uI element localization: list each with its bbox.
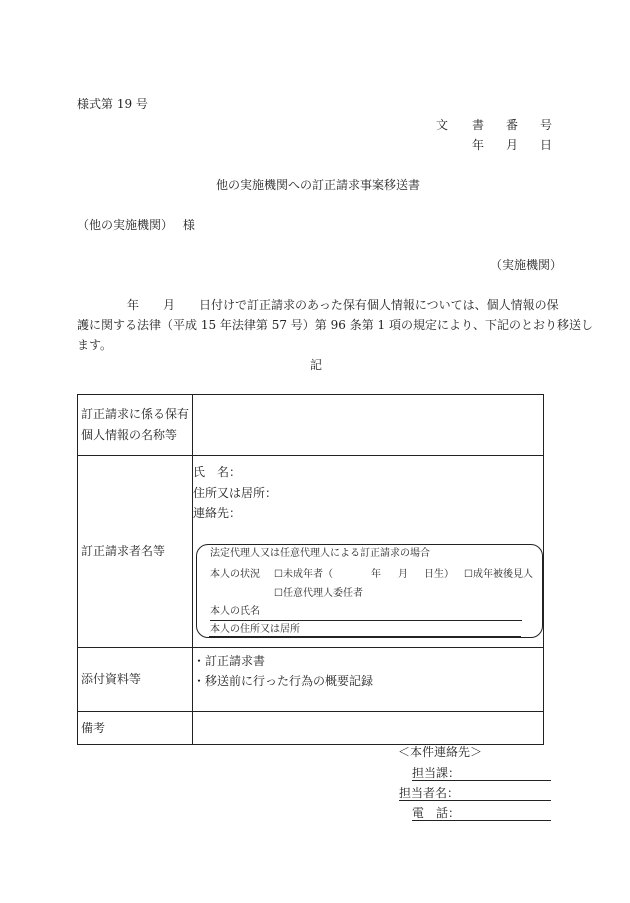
body-month: 月	[163, 298, 176, 312]
minor-month: 月	[398, 569, 408, 580]
contact-phone-line	[412, 820, 551, 821]
requester-contact-label: 連絡先：	[193, 506, 242, 520]
date-year: 年	[472, 138, 485, 152]
table-row	[78, 395, 544, 456]
remarks-label: 備考	[78, 712, 193, 745]
doc-number-char: 番	[506, 118, 519, 132]
contact-department-label: 担当課：	[412, 766, 461, 780]
date-day: 日	[540, 138, 553, 152]
person-address-line	[209, 636, 521, 637]
info-name-label	[78, 395, 193, 456]
doc-number-char: 書	[472, 118, 485, 132]
info-name-label-line: 個人情報の名称等	[81, 428, 178, 442]
doc-number-char: 号	[540, 118, 553, 132]
requester-address-label: 住所又は居所：	[193, 486, 278, 500]
contact-heading: ＜本件連絡先＞	[398, 745, 483, 759]
body-line3: ます。	[77, 338, 113, 352]
body-line1: 日付けで訂正請求のあった保有個人情報については、個人情報の保	[199, 298, 559, 312]
addressee	[77, 219, 195, 231]
requester-label: 訂正請求者名等	[78, 456, 193, 648]
contact-phone-label: 電 話：	[412, 806, 461, 820]
ki-heading: 記	[310, 358, 323, 372]
minor-year: 年	[371, 569, 381, 580]
attachments-label: 添付資料等	[78, 648, 193, 712]
attachment-item: ・訂正請求書	[193, 654, 266, 668]
body-line2: 護に関する法律（平成 15 年法律第 57 号）第 96 条第 1 項の規定により、下記のとおり移送し	[77, 318, 593, 332]
info-name-cell	[193, 395, 544, 456]
addressee-honorific: 様	[182, 218, 195, 232]
attachment-item: ・移送前に行った行為の概要記録	[193, 674, 374, 688]
contact-department-line	[412, 780, 551, 781]
person-address-label: 本人の住所又は居所	[210, 624, 300, 635]
form-number: 様式第 19 号	[77, 97, 148, 111]
table-row	[78, 648, 544, 712]
contact-person-line	[399, 800, 551, 801]
agent-heading: 法定代理人又は任意代理人による訂正請求の場合	[210, 548, 430, 559]
status-label: 本人の状況	[210, 569, 260, 580]
table-row	[78, 712, 544, 745]
doc-number-char: 文	[436, 118, 449, 132]
remarks-cell	[193, 712, 544, 745]
addressee-name: （他の実施機関）	[77, 218, 174, 232]
person-name-label: 本人の氏名	[210, 606, 260, 617]
attachments-cell	[193, 648, 544, 712]
body-year: 年	[127, 298, 140, 312]
minor-day: 日生）	[424, 569, 454, 580]
adult-guardian-checkbox[interactable]: ☐成年被後見人	[464, 569, 533, 580]
person-name-line	[210, 620, 522, 621]
requester-cell	[193, 456, 544, 648]
info-name-label-line: 訂正請求に係る保有	[81, 407, 190, 421]
minor-checkbox[interactable]: ☐未成年者（	[274, 569, 333, 580]
requester-name-label: 氏 名：	[193, 465, 242, 479]
contact-person-label: 担当者名：	[399, 786, 460, 800]
table-row	[78, 456, 544, 648]
transfer-table	[77, 394, 544, 745]
sender: （実施機関）	[490, 258, 563, 272]
date-month: 月	[506, 138, 519, 152]
delegated-agent-checkbox[interactable]: ☐任意代理人委任者	[274, 588, 363, 599]
agent-request-box	[196, 544, 543, 638]
document-title: 他の実施機関への訂正請求事案移送書	[216, 178, 421, 192]
